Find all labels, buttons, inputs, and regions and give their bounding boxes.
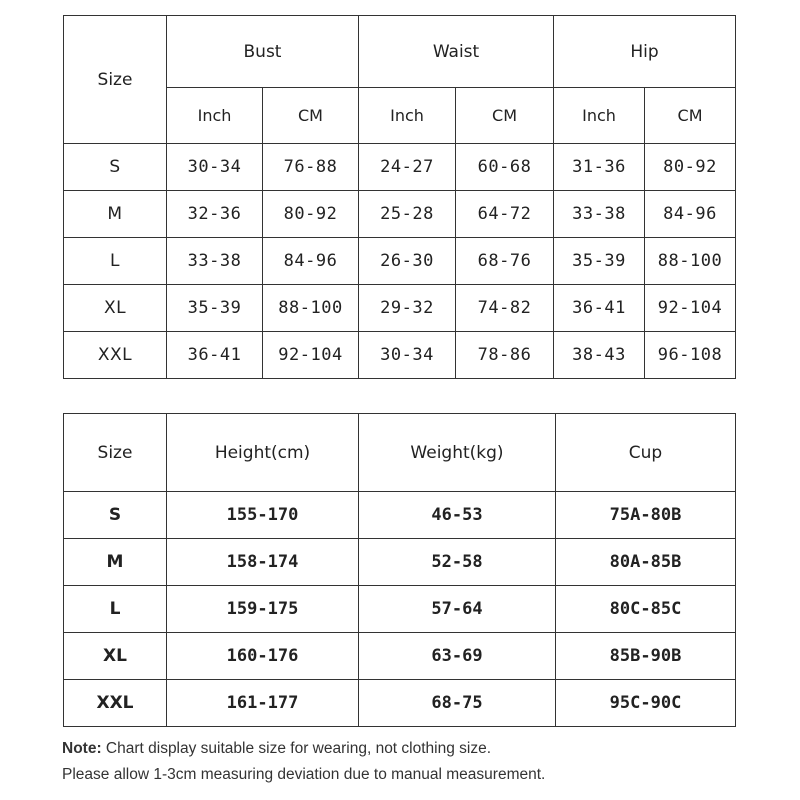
measurement-size-table xyxy=(63,15,736,379)
cup-cell: 85B-90B xyxy=(556,633,736,680)
waist-inch-cell: 25-28 xyxy=(359,191,456,238)
bust-inch-cell: 33-38 xyxy=(167,238,263,285)
table-row xyxy=(64,238,736,285)
weight-cell: 68-75 xyxy=(359,680,556,727)
table-row xyxy=(64,144,736,191)
bust-cm-cell: 80-92 xyxy=(263,191,359,238)
waist-cm-cell: 78-86 xyxy=(456,332,554,379)
waist-cm-cell: 64-72 xyxy=(456,191,554,238)
bust-inch-header: Inch xyxy=(167,88,263,144)
waist-inch-cell: 24-27 xyxy=(359,144,456,191)
hip-cm-cell: 80-92 xyxy=(645,144,736,191)
bust-inch-cell: 30-34 xyxy=(167,144,263,191)
size-cell: L xyxy=(64,238,167,285)
cup-cell: 75A-80B xyxy=(556,492,736,539)
bust-cm-cell: 92-104 xyxy=(263,332,359,379)
size-cell: M xyxy=(64,539,167,586)
weight-cell: 63-69 xyxy=(359,633,556,680)
size-header: Size xyxy=(64,414,167,492)
hip-inch-cell: 35-39 xyxy=(554,238,645,285)
hip-cm-header: CM xyxy=(645,88,736,144)
bust-cm-cell: 84-96 xyxy=(263,238,359,285)
size-cell: S xyxy=(64,144,167,191)
bust-header: Bust xyxy=(167,16,359,88)
height-cell: 159-175 xyxy=(167,586,359,633)
waist-inch-cell: 30-34 xyxy=(359,332,456,379)
size-cell: XXL xyxy=(64,680,167,727)
size-header: Size xyxy=(64,16,167,144)
table-row xyxy=(64,285,736,332)
bust-inch-cell: 32-36 xyxy=(167,191,263,238)
cup-cell: 95C-90C xyxy=(556,680,736,727)
table-row xyxy=(64,680,736,727)
bust-cm-cell: 76-88 xyxy=(263,144,359,191)
waist-cm-cell: 74-82 xyxy=(456,285,554,332)
weight-cell: 46-53 xyxy=(359,492,556,539)
height-cell: 161-177 xyxy=(167,680,359,727)
note-line-2: Please allow 1-3cm measuring deviation due to manual measurement. xyxy=(62,766,546,783)
height-cell: 160-176 xyxy=(167,633,359,680)
bust-cm-cell: 88-100 xyxy=(263,285,359,332)
size-cell: S xyxy=(64,492,167,539)
waist-header: Waist xyxy=(359,16,554,88)
bust-cm-header: CM xyxy=(263,88,359,144)
height-header: Height(cm) xyxy=(167,414,359,492)
hip-inch-cell: 31-36 xyxy=(554,144,645,191)
hip-cm-cell: 92-104 xyxy=(645,285,736,332)
waist-cm-header: CM xyxy=(456,88,554,144)
table-row xyxy=(64,539,736,586)
table-row xyxy=(64,633,736,680)
size-cell: L xyxy=(64,586,167,633)
bust-inch-cell: 36-41 xyxy=(167,332,263,379)
waist-cm-cell: 68-76 xyxy=(456,238,554,285)
note-label: Note: xyxy=(62,740,102,757)
hip-inch-cell: 36-41 xyxy=(554,285,645,332)
hip-inch-cell: 33-38 xyxy=(554,191,645,238)
weight-cell: 52-58 xyxy=(359,539,556,586)
size-cell: M xyxy=(64,191,167,238)
cup-header: Cup xyxy=(556,414,736,492)
table-row xyxy=(64,492,736,539)
waist-inch-header: Inch xyxy=(359,88,456,144)
table-row xyxy=(64,586,736,633)
size-cell: XL xyxy=(64,633,167,680)
waist-inch-cell: 29-32 xyxy=(359,285,456,332)
waist-cm-cell: 60-68 xyxy=(456,144,554,191)
hip-inch-header: Inch xyxy=(554,88,645,144)
cup-cell: 80C-85C xyxy=(556,586,736,633)
note-line-1 xyxy=(62,740,491,758)
table-row xyxy=(64,332,736,379)
height-cell: 158-174 xyxy=(167,539,359,586)
height-cell: 155-170 xyxy=(167,492,359,539)
bust-inch-cell: 35-39 xyxy=(167,285,263,332)
hip-cm-cell: 96-108 xyxy=(645,332,736,379)
hip-header: Hip xyxy=(554,16,736,88)
hip-cm-cell: 88-100 xyxy=(645,238,736,285)
table-row xyxy=(64,191,736,238)
weight-header: Weight(kg) xyxy=(359,414,556,492)
size-cell: XL xyxy=(64,285,167,332)
hip-cm-cell: 84-96 xyxy=(645,191,736,238)
cup-cell: 80A-85B xyxy=(556,539,736,586)
size-cell: XXL xyxy=(64,332,167,379)
waist-inch-cell: 26-30 xyxy=(359,238,456,285)
body-size-table xyxy=(63,413,736,727)
hip-inch-cell: 38-43 xyxy=(554,332,645,379)
note-text: Chart display suitable size for wearing, not clothing size. xyxy=(101,740,492,757)
weight-cell: 57-64 xyxy=(359,586,556,633)
